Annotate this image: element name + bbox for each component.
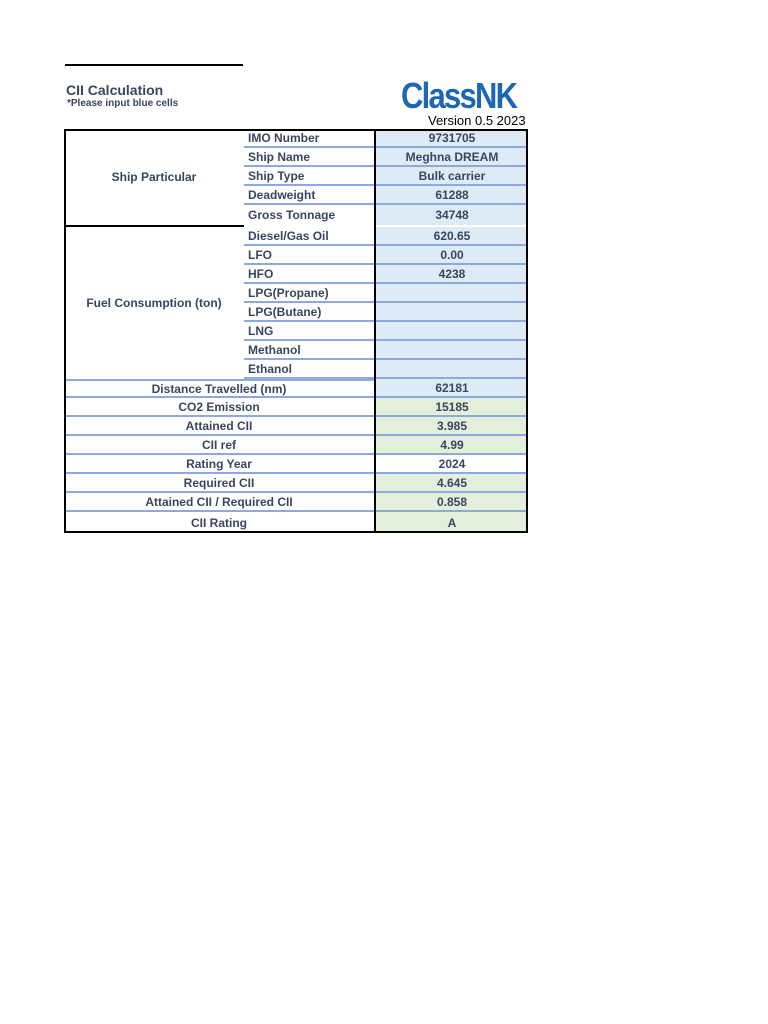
row-label-co2-emission: CO2 Emission bbox=[64, 398, 374, 417]
row-label-attained-cii: Attained CII bbox=[64, 417, 374, 436]
value-attained-over-required: 0.858 bbox=[376, 493, 528, 512]
input-hfo[interactable]: 4238 bbox=[376, 265, 528, 284]
row-label-lpg-butane: LPG(Butane) bbox=[244, 303, 374, 322]
value-cii-ref: 4.99 bbox=[376, 436, 528, 455]
row-label-cii-ref: CII ref bbox=[64, 436, 374, 455]
input-ethanol[interactable] bbox=[376, 360, 528, 379]
cii-calculation-table bbox=[64, 129, 528, 533]
row-label-required-cii: Required CII bbox=[64, 474, 374, 493]
version-label: Version 0.5 2023 bbox=[428, 113, 526, 128]
row-label-lpg-propane: LPG(Propane) bbox=[244, 284, 374, 303]
input-ship-type[interactable]: Bulk carrier bbox=[376, 167, 528, 186]
row-label-gross-tonnage: Gross Tonnage bbox=[248, 208, 336, 222]
row-label-deadweight: Deadweight bbox=[244, 186, 374, 205]
input-lpg-butane[interactable] bbox=[376, 303, 528, 322]
group-divider bbox=[64, 225, 244, 227]
input-gross-tonnage[interactable]: 34748 bbox=[376, 205, 528, 225]
row-label-lfo: LFO bbox=[244, 246, 374, 265]
value-rating-year[interactable]: 2024 bbox=[376, 455, 528, 474]
row-label-cii-rating: CII Rating bbox=[191, 515, 247, 530]
column-divider bbox=[374, 129, 376, 533]
input-imo-number[interactable]: 9731705 bbox=[376, 129, 528, 148]
group-ship-particular: Ship Particular bbox=[111, 170, 197, 184]
value-co2-emission: 15185 bbox=[376, 398, 528, 417]
header-rule bbox=[65, 64, 243, 66]
row-label-distance-travelled: Distance Travelled (nm) bbox=[64, 379, 374, 398]
input-ship-name[interactable]: Meghna DREAM bbox=[376, 148, 528, 167]
input-diesel-gas-oil[interactable]: 620.65 bbox=[376, 227, 528, 246]
row-label-hfo: HFO bbox=[244, 265, 374, 284]
input-methanol[interactable] bbox=[376, 341, 528, 360]
group-fuel-consumption: Fuel Consumption (ton) bbox=[86, 296, 222, 310]
page-subtitle: *Please input blue cells bbox=[67, 98, 179, 109]
value-cii-rating: A bbox=[376, 512, 528, 533]
input-distance-travelled[interactable]: 62181 bbox=[376, 379, 528, 398]
value-attained-cii: 3.985 bbox=[376, 417, 528, 436]
value-required-cii: 4.645 bbox=[376, 474, 528, 493]
row-label-diesel-gas-oil: Diesel/Gas Oil bbox=[244, 227, 374, 246]
input-lpg-propane[interactable] bbox=[376, 284, 528, 303]
row-label-attained-over-required: Attained CII / Required CII bbox=[64, 493, 374, 512]
row-label-imo-number: IMO Number bbox=[244, 129, 374, 148]
input-lfo[interactable]: 0.00 bbox=[376, 246, 528, 265]
row-label-lng: LNG bbox=[244, 322, 374, 341]
row-label-rating-year: Rating Year bbox=[64, 455, 374, 474]
row-label-ship-name: Ship Name bbox=[244, 148, 374, 167]
classnk-logo: ClassNK bbox=[401, 75, 517, 116]
page-title: CII Calculation bbox=[66, 82, 164, 98]
row-label-ship-type: Ship Type bbox=[244, 167, 374, 186]
input-deadweight[interactable]: 61288 bbox=[376, 186, 528, 205]
row-label-ethanol: Ethanol bbox=[244, 360, 374, 379]
row-label-methanol: Methanol bbox=[244, 341, 374, 360]
input-lng[interactable] bbox=[376, 322, 528, 341]
